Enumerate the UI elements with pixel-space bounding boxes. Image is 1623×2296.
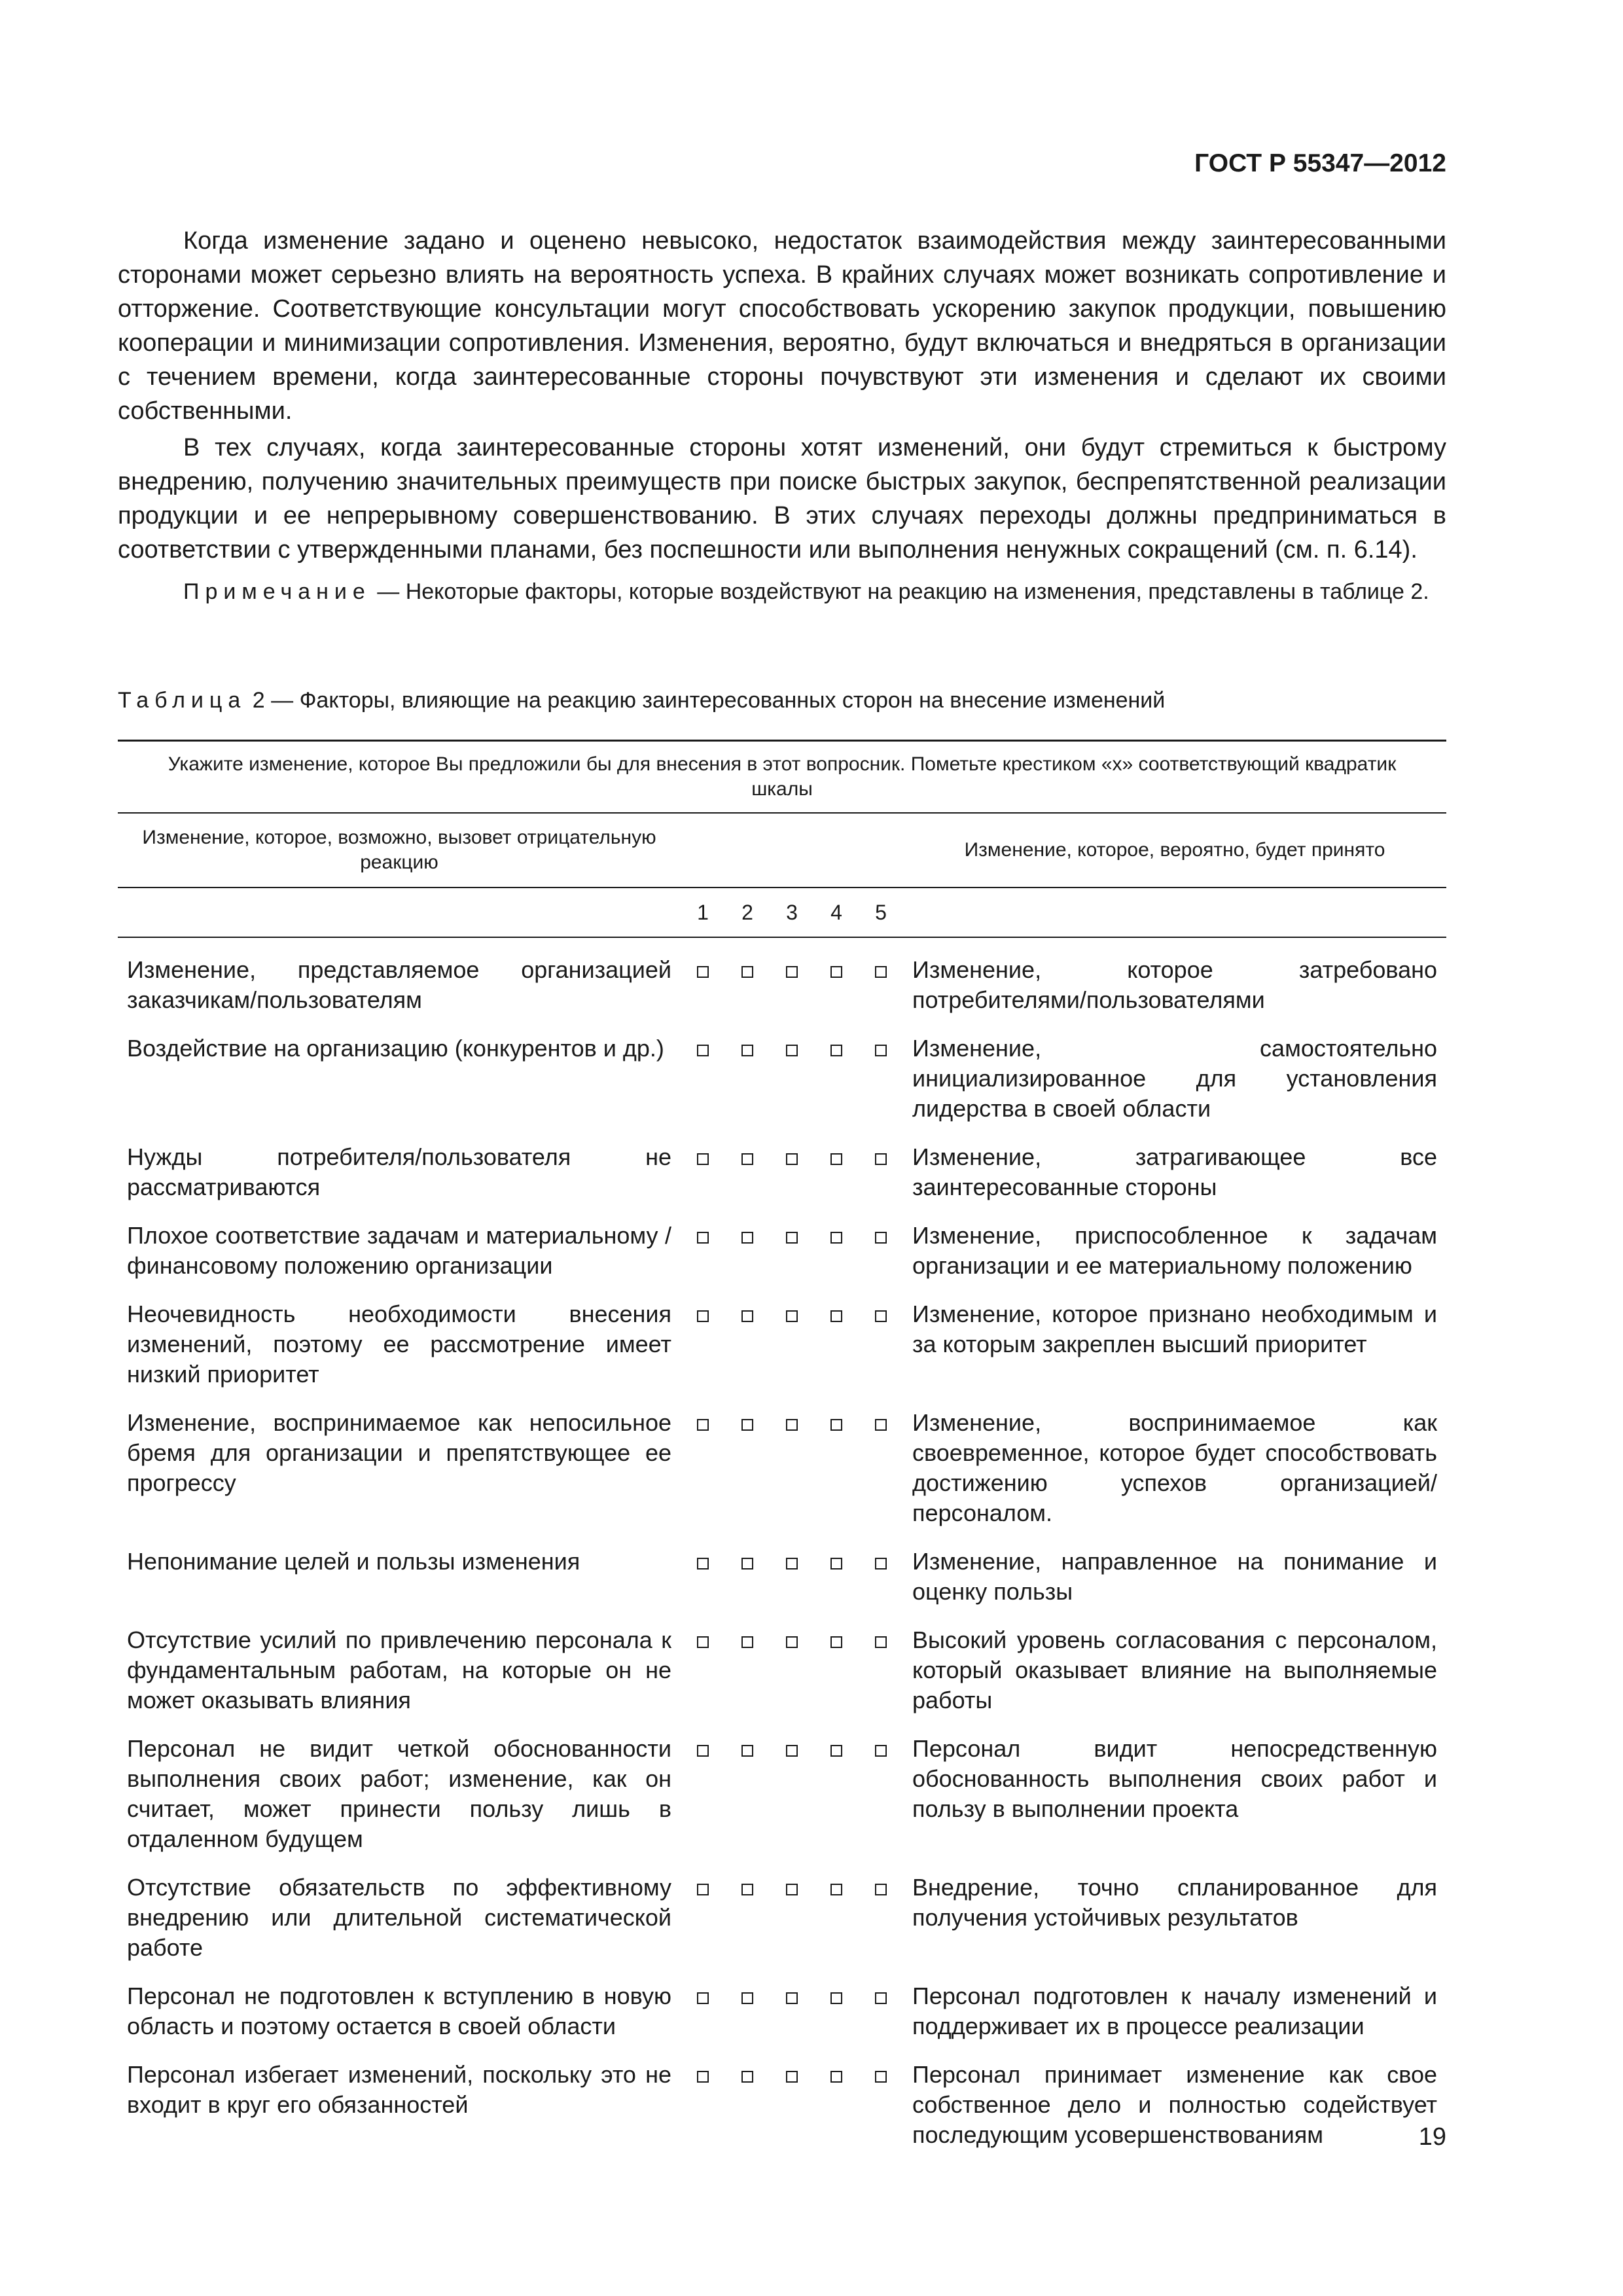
- table-row: [118, 1136, 1446, 1214]
- scale-checkbox-cell: [725, 1727, 770, 1866]
- scale-checkbox-cell: [681, 1136, 725, 1214]
- checkbox-icon[interactable]: [697, 1992, 709, 2004]
- negative-factor-cell: Отсутствие обязательств по эффективному внедрению или длительной систематической работе: [127, 1874, 671, 1961]
- checkbox-icon[interactable]: [741, 1745, 753, 1757]
- right-column-header: Изменение, которое, вероятно, будет принято: [903, 813, 1446, 888]
- negative-factor-cell: Отсутствие усилий по привлечению персонала к фундаментальным работам, на которые он не может оказывать влияния: [127, 1626, 671, 1713]
- checkbox-icon[interactable]: [875, 1232, 887, 1244]
- table-row: [118, 1293, 1446, 1401]
- scale-checkbox-cell: [859, 1214, 903, 1293]
- positive-factor-cell: Изменение, направленное на понимание и оценку пользы: [912, 1548, 1438, 1605]
- checkbox-icon[interactable]: [875, 966, 887, 978]
- checkbox-icon[interactable]: [697, 1884, 709, 1895]
- checkbox-icon[interactable]: [875, 1992, 887, 2004]
- positive-factor-cell: Изменение, самостоятельно инициализированное для установления лидерства в своей области: [912, 1035, 1438, 1122]
- scale-checkbox-cell: [725, 1866, 770, 1975]
- scale-checkbox-cell: [725, 1027, 770, 1136]
- checkbox-icon[interactable]: [830, 1992, 842, 2004]
- checkbox-icon[interactable]: [875, 1045, 887, 1056]
- scale-checkbox-cell: [770, 1619, 814, 1727]
- scale-number: 2: [725, 888, 770, 937]
- checkbox-icon[interactable]: [741, 1558, 753, 1570]
- checkbox-icon[interactable]: [741, 1153, 753, 1165]
- scale-checkbox-cell: [770, 1214, 814, 1293]
- scale-checkbox-cell: [770, 1136, 814, 1214]
- scale-row-blank-right: [903, 888, 1446, 937]
- negative-factor-cell: Персонал не видит четкой обоснованности выполнения своих работ; изменение, как он считает, может принести пользу лишь в отдаленном будущем: [127, 1735, 671, 1852]
- checkbox-icon[interactable]: [830, 1636, 842, 1648]
- checkbox-icon[interactable]: [830, 1884, 842, 1895]
- negative-factor-cell: Нужды потребителя/пользователя не рассматриваются: [127, 1143, 671, 1200]
- checkbox-icon[interactable]: [741, 1232, 753, 1244]
- table-caption: [118, 686, 1165, 715]
- scale-checkbox-cell: [814, 1975, 859, 2053]
- table-row: [118, 1540, 1446, 1619]
- scale-row-blank-left: [118, 888, 681, 937]
- scale-checkbox-cell: [725, 1540, 770, 1619]
- scale-checkbox-cell: [770, 1293, 814, 1401]
- scale-checkbox-cell: [814, 2053, 859, 2162]
- checkbox-icon[interactable]: [697, 1636, 709, 1648]
- checkbox-icon[interactable]: [875, 1310, 887, 1322]
- checkbox-icon[interactable]: [830, 1745, 842, 1757]
- checkbox-icon[interactable]: [741, 1045, 753, 1056]
- checkbox-icon[interactable]: [875, 1419, 887, 1431]
- table-caption-number: 2: [252, 688, 265, 713]
- note-label: Примечание: [183, 579, 371, 604]
- negative-factor-cell: Воздействие на организацию (конкурентов и др.): [127, 1035, 664, 1062]
- negative-factor-cell: Изменение, воспринимаемое как непосильное бремя для организации и препятствующее ее прогрессу: [127, 1409, 671, 1496]
- scale-checkbox-cell: [770, 1866, 814, 1975]
- checkbox-icon[interactable]: [786, 1636, 798, 1648]
- scale-checkbox-cell: [859, 1136, 903, 1214]
- table-row: [118, 2053, 1446, 2162]
- checkbox-icon[interactable]: [741, 966, 753, 978]
- scale-checkbox-cell: [814, 1866, 859, 1975]
- scale-checkbox-cell: [681, 1540, 725, 1619]
- checkbox-icon[interactable]: [830, 1045, 842, 1056]
- table-row: [118, 1027, 1446, 1136]
- scale-checkbox-cell: [725, 1293, 770, 1401]
- scale-header-blank: [681, 813, 903, 888]
- checkbox-icon[interactable]: [875, 1884, 887, 1895]
- scale-checkbox-cell: [725, 948, 770, 1027]
- scale-checkbox-cell: [725, 1619, 770, 1727]
- scale-checkbox-cell: [681, 2053, 725, 2162]
- positive-factor-cell: Персонал видит непосредственную обоснованность выполнения своих работ и пользу в выполнении проекта: [912, 1735, 1438, 1822]
- negative-factor-cell: Изменение, представляемое организацией заказчикам/пользователям: [127, 956, 671, 1013]
- checkbox-icon[interactable]: [697, 1558, 709, 1570]
- checkbox-icon[interactable]: [697, 966, 709, 978]
- table-caption-text: — Факторы, влияющие на реакцию заинтересованных сторон на внесение изменений: [264, 688, 1166, 713]
- scale-checkbox-cell: [859, 1727, 903, 1866]
- negative-factor-cell: Плохое соответствие задачам и материальному /финансовому положению организации: [127, 1222, 671, 1279]
- scale-checkbox-cell: [770, 1401, 814, 1540]
- checkbox-icon[interactable]: [697, 1745, 709, 1757]
- scale-checkbox-cell: [814, 1401, 859, 1540]
- checkbox-icon[interactable]: [875, 1153, 887, 1165]
- scale-checkbox-cell: [725, 1975, 770, 2053]
- table-row: [118, 1975, 1446, 2053]
- checkbox-icon[interactable]: [830, 966, 842, 978]
- scale-checkbox-cell: [681, 1214, 725, 1293]
- scale-checkbox-cell: [859, 1866, 903, 1975]
- table-row: [118, 1401, 1446, 1540]
- scale-checkbox-cell: [770, 948, 814, 1027]
- checkbox-icon[interactable]: [875, 1745, 887, 1757]
- table-spacer: [118, 937, 1446, 948]
- scale-checkbox-cell: [770, 1027, 814, 1136]
- positive-factor-cell: Изменение, которое затребовано потребителями/пользователями: [912, 956, 1438, 1013]
- positive-factor-cell: Персонал подготовлен к началу изменений и поддерживает их в процессе реализации: [912, 1982, 1438, 2039]
- checkbox-icon[interactable]: [697, 1153, 709, 1165]
- paragraph-2: В тех случаях, когда заинтересованные стороны хотят изменений, они будут стремиться к быстрому внедрению, получению значительных преимуществ при поиске быстрых закупок, беспрепятственной реализации продукции и ее непрерывному совершенствованию. В этих случаях переходы должны предприниматься в соответствии с утвержденными планами, без поспешности или выполнения ненужных сокращений (см. п. 6.14).: [118, 434, 1446, 564]
- scale-checkbox-cell: [681, 1727, 725, 1866]
- checkbox-icon[interactable]: [830, 1232, 842, 1244]
- table-row: [118, 1619, 1446, 1727]
- scale-checkbox-cell: [725, 1401, 770, 1540]
- scale-checkbox-cell: [725, 1214, 770, 1293]
- scale-checkbox-cell: [681, 1027, 725, 1136]
- scale-checkbox-cell: [859, 1619, 903, 1727]
- checkbox-icon[interactable]: [875, 2071, 887, 2083]
- checkbox-icon[interactable]: [830, 2071, 842, 2083]
- scale-checkbox-cell: [725, 2053, 770, 2162]
- scale-checkbox-cell: [814, 1293, 859, 1401]
- scale-checkbox-cell: [681, 1866, 725, 1975]
- positive-factor-cell: Изменение, которое признано необходимым и за которым закреплен высший приоритет: [912, 1300, 1438, 1357]
- scale-checkbox-cell: [681, 1975, 725, 2053]
- scale-checkbox-cell: [814, 948, 859, 1027]
- scale-checkbox-cell: [681, 1619, 725, 1727]
- table-row: [118, 948, 1446, 1027]
- document-page: [118, 0, 1446, 2296]
- scale-checkbox-cell: [681, 1401, 725, 1540]
- checkbox-icon[interactable]: [786, 2071, 798, 2083]
- scale-checkbox-cell: [814, 1727, 859, 1866]
- scale-checkbox-cell: [681, 948, 725, 1027]
- checkbox-icon[interactable]: [786, 1045, 798, 1056]
- scale-number: 3: [770, 888, 814, 937]
- checkbox-icon[interactable]: [697, 1419, 709, 1431]
- checkbox-icon[interactable]: [697, 1310, 709, 1322]
- negative-factor-cell: Неочевидность необходимости внесения изменений, поэтому ее рассмотрение имеет низкий приоритет: [127, 1300, 671, 1388]
- checkbox-icon[interactable]: [786, 1745, 798, 1757]
- page-number: 19: [1418, 2123, 1446, 2151]
- checkbox-icon[interactable]: [786, 1884, 798, 1895]
- scale-number: 4: [814, 888, 859, 937]
- scale-checkbox-cell: [814, 1136, 859, 1214]
- scale-number: 5: [859, 888, 903, 937]
- scale-checkbox-cell: [859, 1975, 903, 2053]
- table-caption-label: Таблица: [118, 688, 247, 713]
- checkbox-icon[interactable]: [697, 1045, 709, 1056]
- positive-factor-cell: Высокий уровень согласования с персоналом, который оказывает влияние на выполняемые работы: [912, 1626, 1438, 1713]
- table-row: [118, 1866, 1446, 1975]
- checkbox-icon[interactable]: [830, 1558, 842, 1570]
- scale-checkbox-cell: [770, 1540, 814, 1619]
- checkbox-icon[interactable]: [741, 1884, 753, 1895]
- table-row: [118, 1727, 1446, 1866]
- scale-checkbox-cell: [859, 948, 903, 1027]
- checkbox-icon[interactable]: [830, 1310, 842, 1322]
- scale-checkbox-cell: [814, 1619, 859, 1727]
- body-text: [118, 224, 1446, 609]
- scale-checkbox-cell: [859, 1293, 903, 1401]
- checkbox-icon[interactable]: [786, 1419, 798, 1431]
- factors-table: [118, 740, 1446, 2162]
- scale-checkbox-cell: [814, 1214, 859, 1293]
- scale-checkbox-cell: [770, 2053, 814, 2162]
- scale-checkbox-cell: [814, 1540, 859, 1619]
- document-code: ГОСТ Р 55347—2012: [1194, 149, 1446, 177]
- checkbox-icon[interactable]: [741, 1636, 753, 1648]
- scale-number: 1: [681, 888, 725, 937]
- checkbox-icon[interactable]: [741, 1992, 753, 2004]
- positive-factor-cell: Персонал принимает изменение как свое собственное дело и полностью содействует последующим усовершенствованиям: [912, 2061, 1438, 2148]
- scale-checkbox-cell: [770, 1727, 814, 1866]
- note-text: — Некоторые факторы, которые воздействуют на реакцию на изменения, представлены в таблице 2.: [370, 579, 1429, 604]
- checkbox-icon[interactable]: [786, 966, 798, 978]
- checkbox-icon[interactable]: [786, 1153, 798, 1165]
- checkbox-icon[interactable]: [741, 1419, 753, 1431]
- positive-factor-cell: Изменение, воспринимаемое как своевременное, которое будет способствовать достижению успехов организацией/персоналом.: [912, 1409, 1438, 1526]
- negative-factor-cell: Персонал избегает изменений, поскольку это не входит в круг его обязанностей: [127, 2061, 671, 2118]
- positive-factor-cell: Изменение, приспособленное к задачам организации и ее материальному положению: [912, 1222, 1438, 1279]
- note: [118, 577, 1446, 606]
- checkbox-icon[interactable]: [786, 1232, 798, 1244]
- left-column-header: Изменение, которое, возможно, вызовет отрицательную реакцию: [118, 813, 681, 888]
- positive-factor-cell: Внедрение, точно спланированное для получения устойчивых результатов: [912, 1874, 1438, 1931]
- checkbox-icon[interactable]: [697, 2071, 709, 2083]
- scale-checkbox-cell: [859, 2053, 903, 2162]
- checkbox-icon[interactable]: [741, 1310, 753, 1322]
- scale-checkbox-cell: [859, 1540, 903, 1619]
- checkbox-icon[interactable]: [875, 1636, 887, 1648]
- checkbox-icon[interactable]: [786, 1558, 798, 1570]
- checkbox-icon[interactable]: [786, 1992, 798, 2004]
- scale-checkbox-cell: [859, 1401, 903, 1540]
- negative-factor-cell: Персонал не подготовлен к вступлению в новую область и поэтому остается в своей области: [127, 1982, 671, 2039]
- scale-checkbox-cell: [859, 1027, 903, 1136]
- scale-checkbox-cell: [681, 1293, 725, 1401]
- table-instruction: Укажите изменение, которое Вы предложили бы для внесения в этот вопросник. Пометьте крестиком «х» соответствующий квадратик шкалы: [118, 741, 1446, 814]
- table-row: [118, 1214, 1446, 1293]
- checkbox-icon[interactable]: [830, 1153, 842, 1165]
- scale-checkbox-cell: [770, 1975, 814, 2053]
- checkbox-icon[interactable]: [830, 1419, 842, 1431]
- checkbox-icon[interactable]: [786, 1310, 798, 1322]
- scale-checkbox-cell: [725, 1136, 770, 1214]
- paragraph-1: Когда изменение задано и оценено невысоко, недостаток взаимодействия между заинтересованными сторонами может серьезно влиять на вероятность успеха. В крайних случаях может возникать сопротивление и отторжение. Соответствующие консультации могут способствовать ускорению закупок продукции, повышению кооперации и минимизации сопротивления. Изменения, вероятно, будут включаться и внедряться в организации с течением времени, когда заинтересованные стороны почувствуют эти изменения и сделают их своими собственными.: [118, 227, 1446, 425]
- checkbox-icon[interactable]: [875, 1558, 887, 1570]
- scale-checkbox-cell: [814, 1027, 859, 1136]
- positive-factor-cell: Изменение, затрагивающее все заинтересованные стороны: [912, 1143, 1438, 1200]
- checkbox-icon[interactable]: [697, 1232, 709, 1244]
- negative-factor-cell: Непонимание целей и пользы изменения: [127, 1548, 580, 1575]
- checkbox-icon[interactable]: [741, 2071, 753, 2083]
